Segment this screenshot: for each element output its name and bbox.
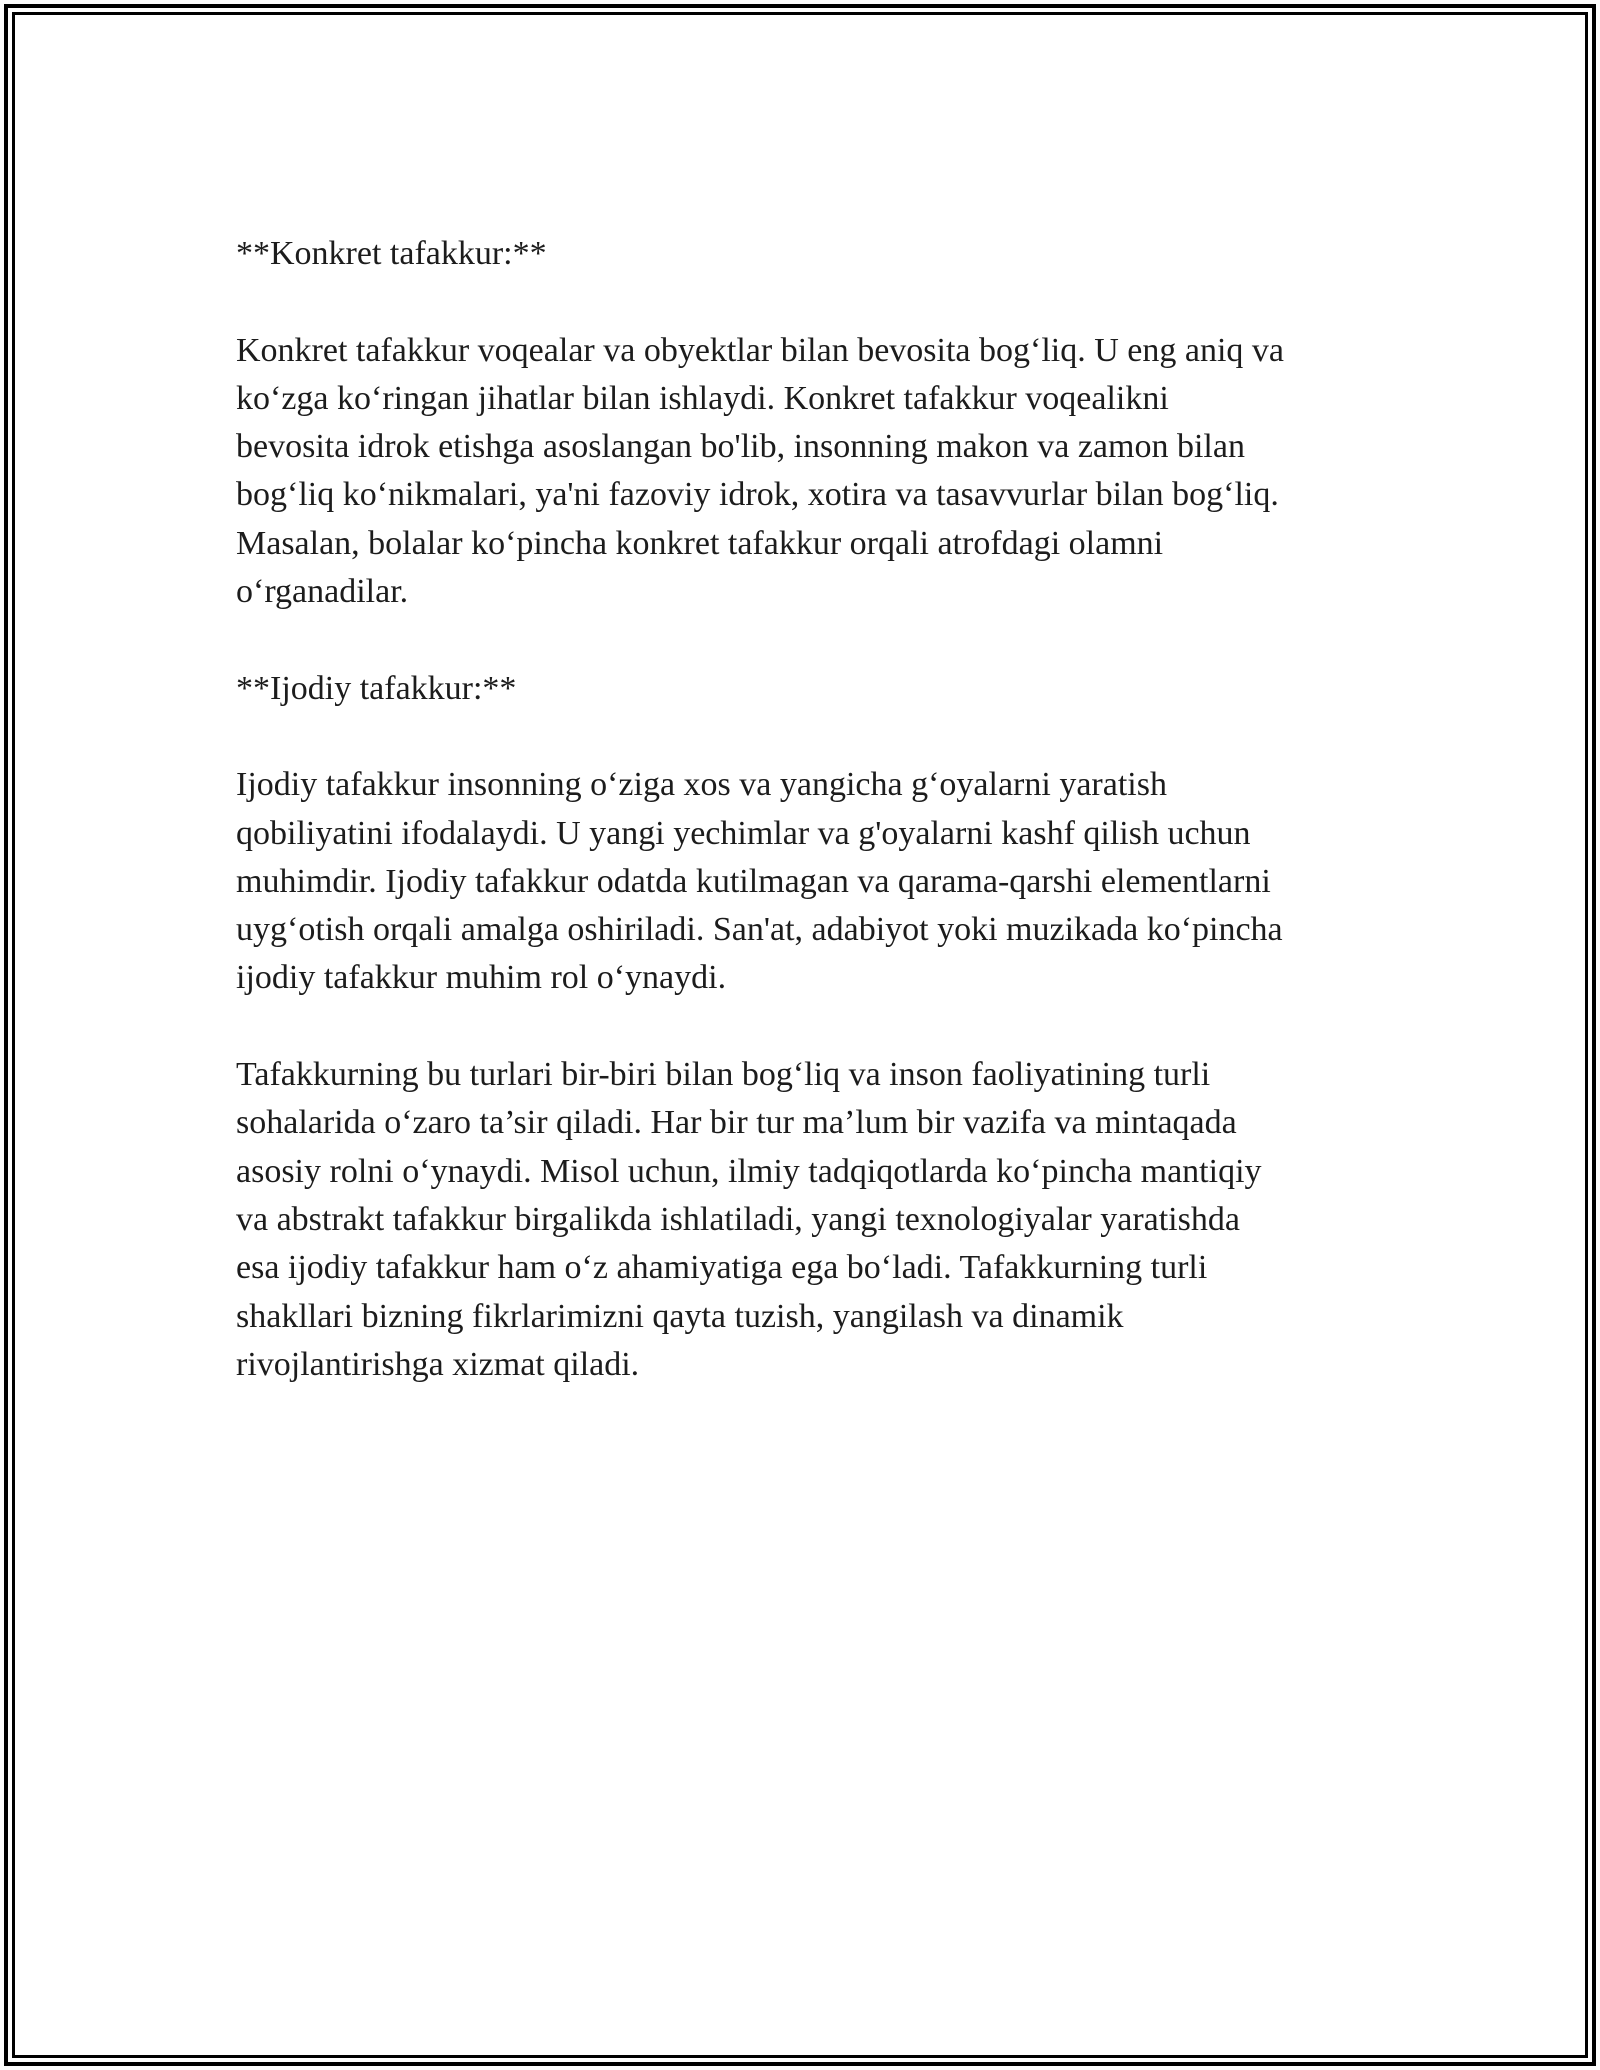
paragraph-line: va abstrakt tafakkur birgalikda ishlatiladi, yangi texnologiyalar yaratishda [236,1200,1240,1238]
paragraph-closing [236,1051,1386,1389]
paragraph-line: ijodiy tafakkur muhim rol o‘ynaydi. [236,959,727,997]
paragraph-konkret [236,327,1386,617]
section-heading-konkret [236,230,1386,278]
paragraph-line: uyg‘otish orqali amalga oshiriladi. San'at, adabiyot yoki muzikada ko‘pincha [236,911,1283,949]
heading-text: **Konkret tafakkur:** [236,235,547,272]
paragraph-line: Ijodiy tafakkur insonning o‘ziga xos va yangicha g‘oyalarni yaratish [236,766,1167,804]
paragraph-line: esa ijodiy tafakkur ham o‘z ahamiyatiga ega bo‘ladi. Tafakkurning turli [236,1249,1208,1287]
paragraph-line: Konkret tafakkur voqealar va obyektlar bilan bevosita bog‘liq. U eng aniq va [236,331,1284,369]
paragraph-line: Masalan, bolalar ko‘pincha konkret tafakkur orqali atrofdagi olamni [236,524,1164,562]
paragraph-line: ko‘zga ko‘ringan jihatlar bilan ishlaydi. Konkret tafakkur voqealikni [236,379,1169,417]
heading-text: **Ijodiy tafakkur:** [236,669,517,707]
paragraph-line: o‘rganadilar. [236,573,409,611]
paragraph-line: qobiliyatini ifodalaydi. U yangi yechimlar va g'oyalarni kashf qilish uchun [236,814,1251,852]
paragraph-line: bevosita idrok etishga asoslangan bo'lib, insonning makon va zamon bilan [236,428,1245,466]
paragraph-ijodiy [236,761,1386,1002]
paragraph-line: asosiy rolni o‘ynaydi. Misol uchun, ilmiy tadqiqotlarda ko‘pincha mantiqiy [236,1152,1262,1190]
document-body [236,230,1386,1437]
section-heading-ijodiy [236,665,1386,713]
paragraph-line: muhimdir. Ijodiy tafakkur odatda kutilmagan va qarama-qarshi elementlarni [236,862,1271,900]
paragraph-line: sohalarida o‘zaro ta’sir qiladi. Har bir tur ma’lum bir vazifa va mintaqada [236,1104,1237,1142]
paragraph-line: shakllari bizning fikrlarimizni qayta tuzish, yangilash va dinamik [236,1297,1124,1335]
paragraph-line: bog‘liq ko‘nikmalari, ya'ni fazoviy idrok, xotira va tasavvurlar bilan bog‘liq. [236,476,1279,514]
paragraph-line: rivojlantirishga xizmat qiladi. [236,1345,640,1383]
paragraph-line: Tafakkurning bu turlari bir-biri bilan bog‘liq va inson faoliyatining turli [236,1056,1211,1094]
